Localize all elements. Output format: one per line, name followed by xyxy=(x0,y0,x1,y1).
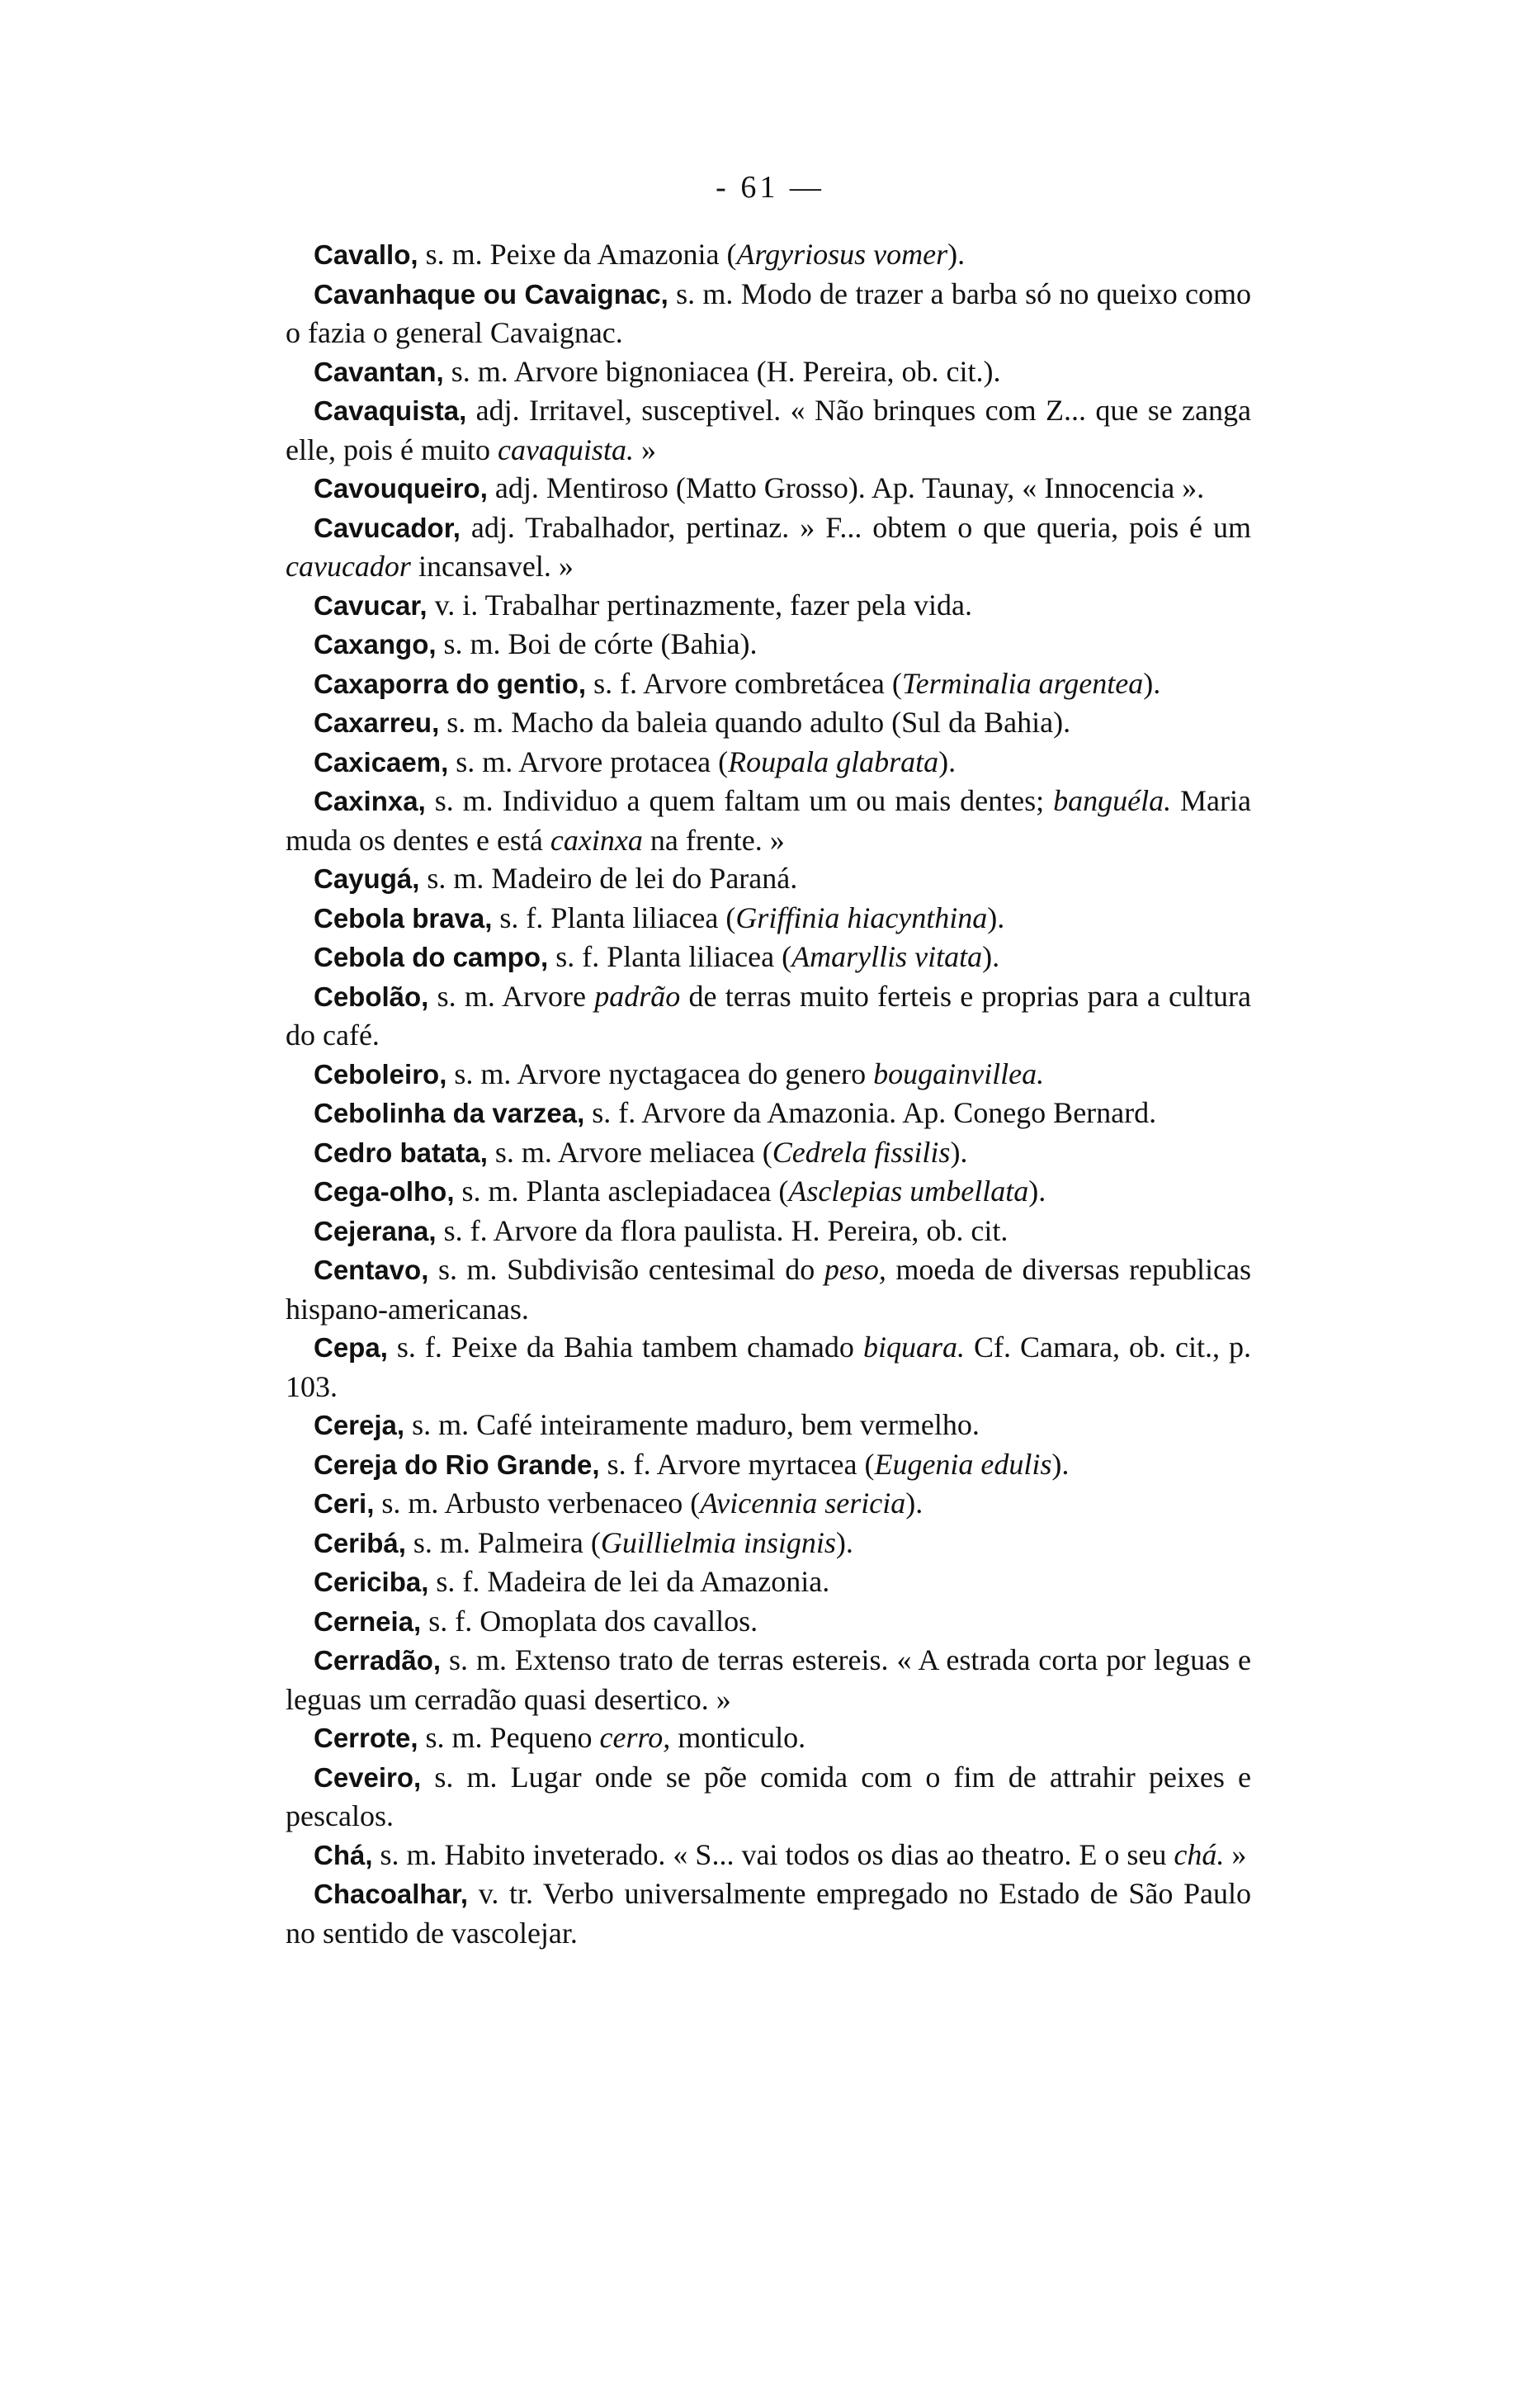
entry-definition: s. m. Lugar onde se põe comida com o fim de attrahir peixes e pescalos. xyxy=(286,1760,1251,1832)
entry-definition: ). xyxy=(835,1525,853,1559)
entry-headword: Cerradão, xyxy=(314,1645,442,1676)
dictionary-entry xyxy=(286,1172,1251,1212)
dictionary-entry xyxy=(286,743,1251,782)
dictionary-entry xyxy=(286,235,1251,275)
entry-headword: Cerneia, xyxy=(314,1605,422,1637)
entry-italic-term: peso, xyxy=(824,1253,886,1286)
entry-italic-term: Eugenia edulis xyxy=(874,1447,1052,1481)
entry-italic-term: caxinxa xyxy=(550,823,643,857)
dictionary-entry xyxy=(286,586,1251,626)
entry-definition: s. m. Café inteiramente maduro, bem vermelho. xyxy=(404,1408,980,1441)
entry-definition: s. m. Boi de córte (Bahia). xyxy=(436,627,758,660)
dictionary-entry xyxy=(286,1328,1251,1406)
entry-italic-term: banguéla. xyxy=(1053,784,1172,817)
entry-definition: v. tr. Verbo universalmente empregado no Estado de São Paulo no sentido de vascolejar. xyxy=(286,1877,1251,1950)
entry-definition: moeda de diversas republicas hispano-americanas. xyxy=(286,1253,1251,1326)
entry-definition: s. m. Arvore xyxy=(428,979,595,1013)
dictionary-entries xyxy=(286,235,1251,1952)
entry-headword: Chá, xyxy=(314,1839,373,1870)
dictionary-entry xyxy=(286,469,1251,508)
dictionary-entry xyxy=(286,352,1251,392)
dictionary-entry xyxy=(286,1524,1251,1563)
entry-definition: adj. Trabalhador, pertinaz. » F... obtem o que queria, pois é um xyxy=(460,510,1251,544)
entry-italic-term: Argyriosus vomer xyxy=(736,238,948,271)
entry-headword: Ceveiro, xyxy=(314,1761,422,1793)
entry-definition: ). xyxy=(987,901,1005,934)
entry-definition: s. f. Arvore da flora paulista. H. Pereira, ob. cit. xyxy=(436,1213,1009,1247)
entry-definition: » xyxy=(1224,1837,1247,1871)
entry-italic-term: padrão xyxy=(594,979,681,1013)
dictionary-entry xyxy=(286,1874,1251,1952)
entry-definition: s. f. Planta liliacea ( xyxy=(548,940,792,973)
dictionary-entry xyxy=(286,508,1251,586)
dictionary-entry xyxy=(286,1562,1251,1602)
entry-headword: Cebolão, xyxy=(314,981,429,1012)
entry-definition: adj. Mentiroso (Matto Grosso). Ap. Taunay, « Innocencia ». xyxy=(487,471,1205,504)
dictionary-entry xyxy=(286,1484,1251,1524)
entry-headword: Cerrote, xyxy=(314,1723,418,1753)
entry-headword: Caxango, xyxy=(314,629,437,659)
entry-definition: na frente. » xyxy=(642,823,785,857)
entry-definition: ). xyxy=(1051,1447,1070,1481)
entry-definition: s. f. Planta liliacea ( xyxy=(492,901,736,934)
entry-definition: s. m. Madeiro de lei do Paraná. xyxy=(419,862,798,895)
entry-italic-term: biquara. xyxy=(862,1331,965,1364)
entry-italic-term: Cedrela fissilis xyxy=(772,1135,951,1169)
entry-italic-term: bougainvillea. xyxy=(873,1057,1045,1090)
entry-headword: Ceri, xyxy=(314,1488,375,1519)
entry-definition: s. m. Individuo a quem faltam um ou mais dentes; xyxy=(425,784,1054,817)
entry-italic-term: Roupala glabrata xyxy=(728,745,939,778)
page-number: - 61 — xyxy=(716,170,824,205)
entry-definition: monticulo. xyxy=(670,1721,806,1754)
dictionary-entry xyxy=(286,1641,1251,1718)
dictionary-entry xyxy=(286,1602,1251,1642)
entry-italic-term: Avicennia sericia xyxy=(700,1487,906,1520)
dictionary-entry xyxy=(286,899,1251,938)
entry-definition: ). xyxy=(947,238,966,271)
entry-headword: Caxicaem, xyxy=(314,746,449,778)
dictionary-entry xyxy=(286,1406,1251,1445)
entry-headword: Cavallo, xyxy=(314,239,418,270)
entry-headword: Cejerana, xyxy=(314,1215,437,1246)
entry-definition: s. m. Palmeira ( xyxy=(405,1525,601,1559)
dictionary-entry xyxy=(286,391,1251,469)
entry-headword: Cavantan, xyxy=(314,356,444,387)
entry-definition: s. f. Madeira de lei da Amazonia. xyxy=(428,1565,830,1598)
entry-definition: s. m. Subdivisão centesimal do xyxy=(428,1253,824,1286)
dictionary-entry xyxy=(286,275,1251,352)
dictionary-entry xyxy=(286,1212,1251,1251)
entry-definition: s. f. Arvore combretácea ( xyxy=(586,666,902,700)
entry-headword: Cavouqueiro, xyxy=(314,473,488,503)
entry-definition: ). xyxy=(1143,666,1161,700)
dictionary-entry xyxy=(286,1055,1251,1094)
entry-definition: s. m. Peixe da Amazonia ( xyxy=(418,238,737,271)
entry-headword: Ceribá, xyxy=(314,1527,406,1558)
dictionary-entry xyxy=(286,1250,1251,1328)
entry-definition: s. m. Arbusto verbenaceo ( xyxy=(374,1487,701,1520)
entry-definition: s. m. Extenso trato de terras estereis. « A estrada corta por leguas e leguas um cerradão quasi desertico. » xyxy=(286,1643,1251,1716)
entry-italic-term: cavucador xyxy=(286,550,411,583)
entry-definition: ). xyxy=(938,745,957,778)
entry-italic-term: cavaquista. xyxy=(497,433,634,466)
entry-definition: adj. Irritavel, susceptivel. « Não brinques com Z... que se zanga elle, pois é muito xyxy=(286,394,1251,466)
entry-headword: Caxarreu, xyxy=(314,707,440,738)
dictionary-entry xyxy=(286,782,1251,859)
dictionary-entry xyxy=(286,625,1251,664)
entry-headword: Cavucador, xyxy=(314,512,461,543)
entry-italic-term: chá. xyxy=(1174,1837,1225,1871)
entry-headword: Cebola brava, xyxy=(314,902,493,934)
entry-definition: s. m. Arvore bignoniacea (H. Pereira, ob. cit.). xyxy=(443,354,1001,388)
entry-definition: Cf. Camara, ob. cit., p. 103. xyxy=(286,1331,1252,1403)
dictionary-entry xyxy=(286,977,1251,1055)
entry-definition: de terras muito ferteis e proprias para a cultura do café. xyxy=(286,979,1251,1052)
dictionary-entry xyxy=(286,1758,1251,1836)
entry-headword: Cedro batata, xyxy=(314,1137,488,1168)
dictionary-entry xyxy=(286,1718,1251,1758)
entry-definition: ). xyxy=(982,940,1000,973)
dictionary-entry xyxy=(286,703,1251,743)
entry-definition: ). xyxy=(905,1487,924,1520)
entry-definition: s. f. Omoplata dos cavallos. xyxy=(421,1604,758,1638)
entry-definition: » xyxy=(633,433,656,466)
dictionary-entry xyxy=(286,1133,1251,1173)
entry-headword: Cebola do campo, xyxy=(314,942,549,972)
entry-definition: s. m. Arvore nyctagacea do genero xyxy=(446,1057,874,1090)
entry-italic-term: Guillielmia insignis xyxy=(600,1525,836,1559)
entry-headword: Cepa, xyxy=(314,1332,388,1363)
entry-definition: s. m. Macho da baleia quando adulto (Sul da Bahia). xyxy=(439,706,1071,739)
entry-headword: Cereja do Rio Grande, xyxy=(314,1449,600,1480)
entry-definition: v. i. Trabalhar pertinazmente, fazer pela vida. xyxy=(427,588,972,622)
entry-headword: Cega-olho, xyxy=(314,1176,455,1207)
entry-italic-term: Amaryllis vitata xyxy=(791,940,983,973)
entry-definition: s. m. Pequeno xyxy=(418,1721,600,1754)
entry-definition: s. m. Modo de trazer a barba só no queixo como o fazia o general Cavaignac. xyxy=(286,277,1251,349)
entry-italic-term: Griffinia hiacynthina xyxy=(735,901,988,934)
dictionary-entry xyxy=(286,664,1251,704)
entry-headword: Cebolinha da varzea, xyxy=(314,1098,585,1128)
entry-definition: s. f. Peixe da Bahia tambem chamado xyxy=(387,1331,863,1364)
entry-headword: Centavo, xyxy=(314,1255,429,1285)
entry-definition: ). xyxy=(950,1135,968,1169)
dictionary-entry xyxy=(286,938,1251,977)
entry-italic-term: cerro, xyxy=(599,1721,671,1754)
entry-definition: Maria muda os dentes e está xyxy=(286,784,1251,857)
entry-headword: Cavaquista, xyxy=(314,395,467,426)
entry-headword: Caxaporra do gentio, xyxy=(314,668,587,699)
entry-headword: Cavucar, xyxy=(314,589,428,621)
entry-definition: s. m. Arvore protacea ( xyxy=(448,745,729,778)
entry-headword: Cavanhaque ou Cavaignac, xyxy=(314,278,668,310)
entry-definition: s. m. Habito inveterado. « S... vai todos os dias ao theatro. E o seu xyxy=(372,1837,1174,1871)
entry-headword: Cayugá, xyxy=(314,863,420,894)
entry-headword: Cereja, xyxy=(314,1410,405,1440)
entry-definition: s. m. Arvore meliacea ( xyxy=(487,1135,772,1169)
entry-headword: Cericiba, xyxy=(314,1567,429,1597)
entry-italic-term: Terminalia argentea xyxy=(901,666,1144,700)
entry-definition: s. f. Arvore da Amazonia. Ap. Conego Bernard. xyxy=(584,1096,1157,1129)
entry-headword: Chacoalhar, xyxy=(314,1879,469,1909)
entry-definition: s. m. Planta asclepiadacea ( xyxy=(454,1175,789,1208)
entry-headword: Caxinxa, xyxy=(314,786,426,816)
entry-headword: Ceboleiro, xyxy=(314,1058,447,1090)
entry-definition: s. f. Arvore myrtacea ( xyxy=(599,1447,875,1481)
entry-definition: ). xyxy=(1028,1175,1046,1208)
dictionary-entry xyxy=(286,1445,1251,1485)
dictionary-entry xyxy=(286,859,1251,899)
entry-italic-term: Asclepias umbellata xyxy=(788,1175,1029,1208)
dictionary-entry xyxy=(286,1094,1251,1133)
entry-definition: incansavel. » xyxy=(410,550,574,583)
dictionary-entry xyxy=(286,1836,1251,1875)
